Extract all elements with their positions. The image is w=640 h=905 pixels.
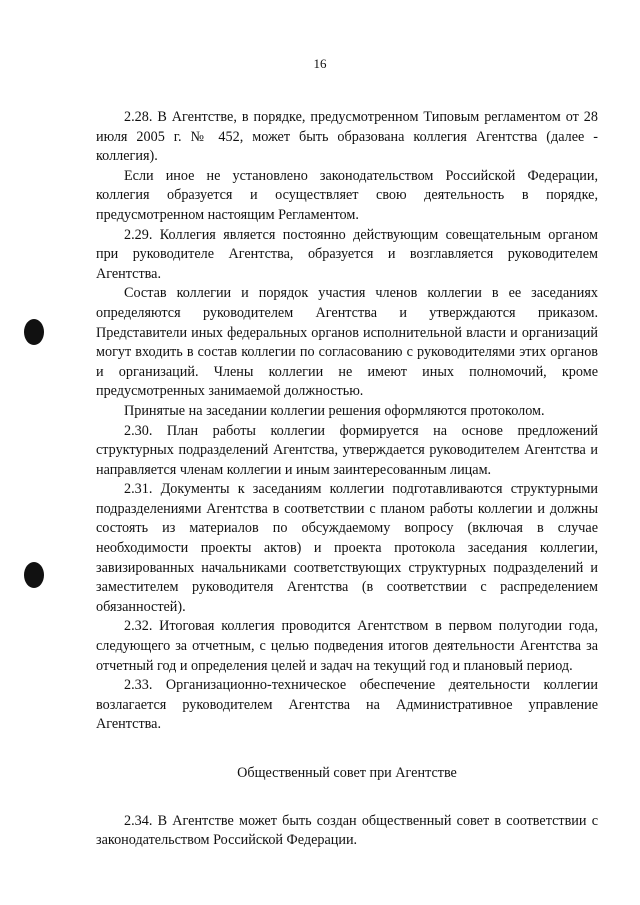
paragraph-2-32: 2.32. Итоговая коллегия проводится Агентством в первом полугодии года, следующего за отчетным, с целью подведения итогов деятельности Агентства за отчетный год и определения целей и задач на текущий год и плановый период.	[96, 618, 598, 674]
paragraph-2-29-composition: Состав коллегии и порядок участия членов коллегии в ее заседаниях определяются руководителем Агентства и утверждаются приказом. Представители иных федеральных органов исполнительной власти и организаций могут входить в состав коллегии по согласованию с руководителями этих органов и организаций. Члены коллегии не имеют иных полномочий, кроме предусмотренных занимаемой должностью.	[96, 285, 598, 400]
paragraph-2-29-decisions: Принятые на заседании коллегии решения оформляются протоколом.	[124, 402, 545, 419]
paragraph-2-29: 2.29. Коллегия является постоянно действующим совещательным органом при руководителе Агентства, образуется и возглавляется руководителем Агентства.	[96, 226, 598, 282]
paragraph-2-28-note: Если иное не установлено законодательством Российской Федерации, коллегия образуется и осуществляет свою деятельность в порядке, предусмотренном настоящим Регламентом.	[96, 167, 598, 223]
page-number: 16	[313, 56, 327, 71]
paragraph-2-33: 2.33. Организационно-техническое обеспечение деятельности коллегии возлагается руководителем Агентства на Административное управление Агентства.	[96, 677, 598, 733]
punch-hole-mark	[24, 562, 44, 588]
paragraph-2-30: 2.30. План работы коллегии формируется на основе предложений структурных подразделений Агентства, утверждается руководителем Агентства и направляется членам коллегии и иным заинтересованным лицам.	[96, 422, 598, 478]
paragraph-2-28: 2.28. В Агентстве, в порядке, предусмотренном Типовым регламентом от 28 июля 2005 г. № 452, может быть образована коллегия Агентства (далее - коллегия).	[96, 109, 598, 165]
document-body	[96, 108, 598, 851]
punch-hole-mark	[24, 319, 44, 345]
section-heading: Общественный совет при Агентстве	[237, 765, 457, 781]
paragraph-2-34: 2.34. В Агентстве может быть создан общественный совет в соответствии с законодательством Российской Федерации.	[96, 812, 598, 849]
paragraph-2-31: 2.31. Документы к заседаниям коллегии подготавливаются структурными подразделениями Агентства в соответствии с планом работы коллегии и должны состоять из материалов по обсуждаемому вопросу (включая в случае необходимости проекты актов) и проекта протокола заседания коллегии, завизированных начальниками соответствующих структурных подразделений и заместителем руководителя Агентства (в соответствии с распределением обязанностей).	[96, 481, 598, 615]
